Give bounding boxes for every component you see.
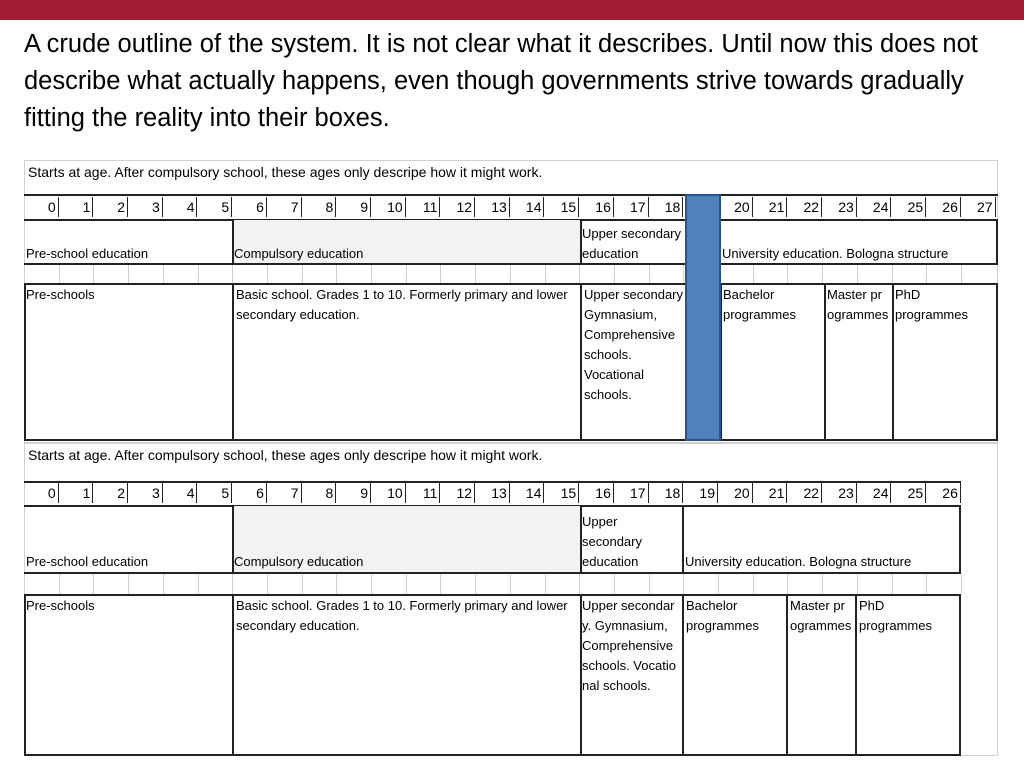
highlight-marker: [685, 194, 721, 441]
grid-tick: [753, 265, 754, 283]
age-cell: 2: [93, 197, 128, 217]
blank-grid-row: [24, 265, 998, 283]
age-cell: 11: [406, 197, 441, 217]
age-cell: 1: [59, 197, 94, 217]
age-cell: 26: [926, 483, 961, 503]
grid-tick: [787, 265, 788, 283]
age-cell: 27: [961, 197, 996, 217]
stage-compulsory: [232, 506, 580, 572]
grid-tick: [406, 574, 407, 594]
age-row: [24, 197, 998, 219]
age-cell: 11: [406, 483, 441, 503]
age-cell: 21: [753, 197, 788, 217]
inst-phd: PhD programmes: [895, 287, 968, 322]
grid-tick: [545, 574, 546, 594]
age-cell: 3: [128, 483, 163, 503]
age-cell: 8: [302, 483, 337, 503]
age-cell: 6: [232, 483, 267, 503]
grid-tick: [406, 265, 407, 283]
grid-tick: [59, 265, 60, 283]
grid-tick: [59, 574, 60, 594]
grid-tick: [440, 574, 441, 594]
grid-tick: [232, 574, 233, 594]
stage-university-label: University education. Bologna structure: [722, 246, 949, 261]
stage-upper-label: Upper secondary education: [582, 226, 681, 261]
grid-tick: [961, 265, 962, 283]
age-cell: 12: [440, 483, 475, 503]
grid-tick: [198, 574, 199, 594]
education-table-1: [24, 160, 998, 443]
age-cell: 13: [475, 483, 510, 503]
age-row-top-line: [24, 194, 998, 196]
grid-tick: [267, 574, 268, 594]
divider: [232, 220, 234, 264]
grid-tick: [267, 265, 268, 283]
grid-tick: [822, 574, 823, 594]
age-cell: 23: [822, 197, 857, 217]
age-cell: 17: [614, 197, 649, 217]
age-cell: 8: [302, 197, 337, 217]
age-cell: 5: [198, 197, 233, 217]
stage-compulsory: [232, 220, 580, 264]
grid-tick: [649, 574, 650, 594]
age-cell: 13: [475, 197, 510, 217]
inst-upper-secondary: Upper secondary Gymnasium, Comprehensive schools. Vocational schools.: [584, 287, 683, 402]
grid-tick: [198, 265, 199, 283]
inst-master: Master programmes: [827, 287, 889, 322]
age-cell: 20: [718, 197, 753, 217]
age-cell: 0: [24, 483, 59, 503]
age-cell: 10: [371, 483, 406, 503]
grid-tick: [510, 265, 511, 283]
age-cell: 14: [510, 197, 545, 217]
grid-tick: [649, 265, 650, 283]
grid-tick: [579, 574, 580, 594]
grid-tick: [336, 265, 337, 283]
stage-compulsory-label: Compulsory education: [234, 554, 364, 569]
age-cell: 25: [892, 197, 927, 217]
inst-master: Master programmes: [790, 598, 852, 633]
stage-preschool-label: Pre-school education: [26, 246, 149, 261]
stage-university: [683, 506, 959, 572]
grid-tick: [93, 265, 94, 283]
inst-basic-school: Basic school. Grades 1 to 10. Formerly primary and lower secondary education.: [236, 287, 568, 322]
grid-tick: [336, 574, 337, 594]
grid-tick: [163, 574, 164, 594]
stage-university-label: University education. Bologna structure: [685, 554, 912, 569]
age-cell: 17: [614, 483, 649, 503]
age-cell: 7: [267, 197, 302, 217]
age-cell: 23: [822, 483, 857, 503]
age-cell: 16: [579, 483, 614, 503]
age-cell: 15: [545, 197, 580, 217]
grid-tick: [857, 265, 858, 283]
grid-tick: [892, 574, 893, 594]
grid-tick: [961, 574, 962, 594]
grid-tick: [614, 265, 615, 283]
age-cell: 7: [267, 483, 302, 503]
divider: [580, 506, 582, 572]
grid-tick: [93, 574, 94, 594]
grid-tick: [753, 574, 754, 594]
age-cell: 22: [787, 197, 822, 217]
stage-upper-secondary: [580, 220, 686, 264]
grid-tick: [787, 574, 788, 594]
age-cell: 6: [232, 197, 267, 217]
top-accent-bar: [0, 0, 1024, 20]
age-cell: 0: [24, 197, 59, 217]
age-cell: 2: [93, 483, 128, 503]
age-cell: 26: [926, 197, 961, 217]
stage-university: [720, 220, 996, 264]
grid-tick: [614, 574, 615, 594]
grid-tick: [718, 574, 719, 594]
stage-preschool: [24, 220, 232, 264]
age-cell: 14: [510, 483, 545, 503]
grid-tick: [822, 265, 823, 283]
age-cell: 1: [59, 483, 94, 503]
age-cell: 16: [579, 197, 614, 217]
stage-upper-secondary: [580, 506, 682, 572]
divider: [996, 220, 998, 264]
age-note: Starts at age. After compulsory school, these ages only descripe how it might work.: [28, 447, 543, 463]
stage-compulsory-label: Compulsory education: [234, 246, 364, 261]
age-cell: 25: [892, 483, 927, 503]
grid-tick: [232, 265, 233, 283]
grid-tick: [475, 574, 476, 594]
age-cell: 24: [857, 197, 892, 217]
inst-bachelor: Bachelor programmes: [723, 287, 796, 322]
age-cell: 3: [128, 197, 163, 217]
grid-tick: [683, 574, 684, 594]
stage-preschool: [24, 506, 232, 572]
age-cell: 12: [440, 197, 475, 217]
grid-tick: [302, 574, 303, 594]
grid-tick: [892, 265, 893, 283]
stage-preschool-label: Pre-school education: [26, 554, 149, 569]
grid-tick: [371, 265, 372, 283]
age-cell: 18: [649, 197, 684, 217]
grid-tick: [510, 574, 511, 594]
grid-tick: [371, 574, 372, 594]
grid-tick: [926, 265, 927, 283]
blank-grid-row: [24, 574, 998, 594]
age-note: Starts at age. After compulsory school, these ages only descripe how it might work.: [28, 164, 543, 180]
grid-tick: [475, 265, 476, 283]
age-cell: 19: [683, 483, 718, 503]
age-cell: 18: [649, 483, 684, 503]
age-cell: 9: [336, 197, 371, 217]
inst-phd: PhD programmes: [859, 598, 932, 633]
grid-tick: [440, 265, 441, 283]
grid-tick: [545, 265, 546, 283]
inst-preschools: Pre-schools: [26, 598, 95, 613]
grid-tick: [857, 574, 858, 594]
grid-tick: [302, 265, 303, 283]
age-cell: 22: [787, 483, 822, 503]
age-cell: 21: [753, 483, 788, 503]
age-cell: 24: [857, 483, 892, 503]
grid-tick: [128, 265, 129, 283]
age-cell: 4: [163, 197, 198, 217]
divider: [580, 220, 582, 264]
inst-upper-secondary: Upper secondary. Gymnasium, Comprehensive schools. Vocational schools.: [582, 598, 676, 693]
divider: [232, 506, 234, 572]
grid-tick: [926, 574, 927, 594]
age-cell: 5: [198, 483, 233, 503]
divider: [682, 506, 684, 572]
grid-tick: [163, 265, 164, 283]
grid-tick: [128, 574, 129, 594]
age-cell: 9: [336, 483, 371, 503]
age-cell: 10: [371, 197, 406, 217]
age-row: [24, 483, 998, 505]
inst-preschools: Pre-schools: [26, 287, 95, 302]
inst-bachelor: Bachelor programmes: [686, 598, 759, 633]
slide-caption: A crude outline of the system. It is not clear what it describes. Until now this does not describe what actually happens, even though governments strive towards gradually fitting the reality into their boxes.: [24, 30, 978, 132]
grid-tick: [579, 265, 580, 283]
divider: [959, 506, 961, 572]
age-cell: 20: [718, 483, 753, 503]
age-cell: 4: [163, 483, 198, 503]
inst-basic-school: Basic school. Grades 1 to 10. Formerly primary and lower secondary education.: [236, 598, 568, 633]
education-table-2: [24, 443, 998, 756]
stage-upper-label: Upper secondary education: [582, 514, 642, 569]
age-cell: 15: [545, 483, 580, 503]
